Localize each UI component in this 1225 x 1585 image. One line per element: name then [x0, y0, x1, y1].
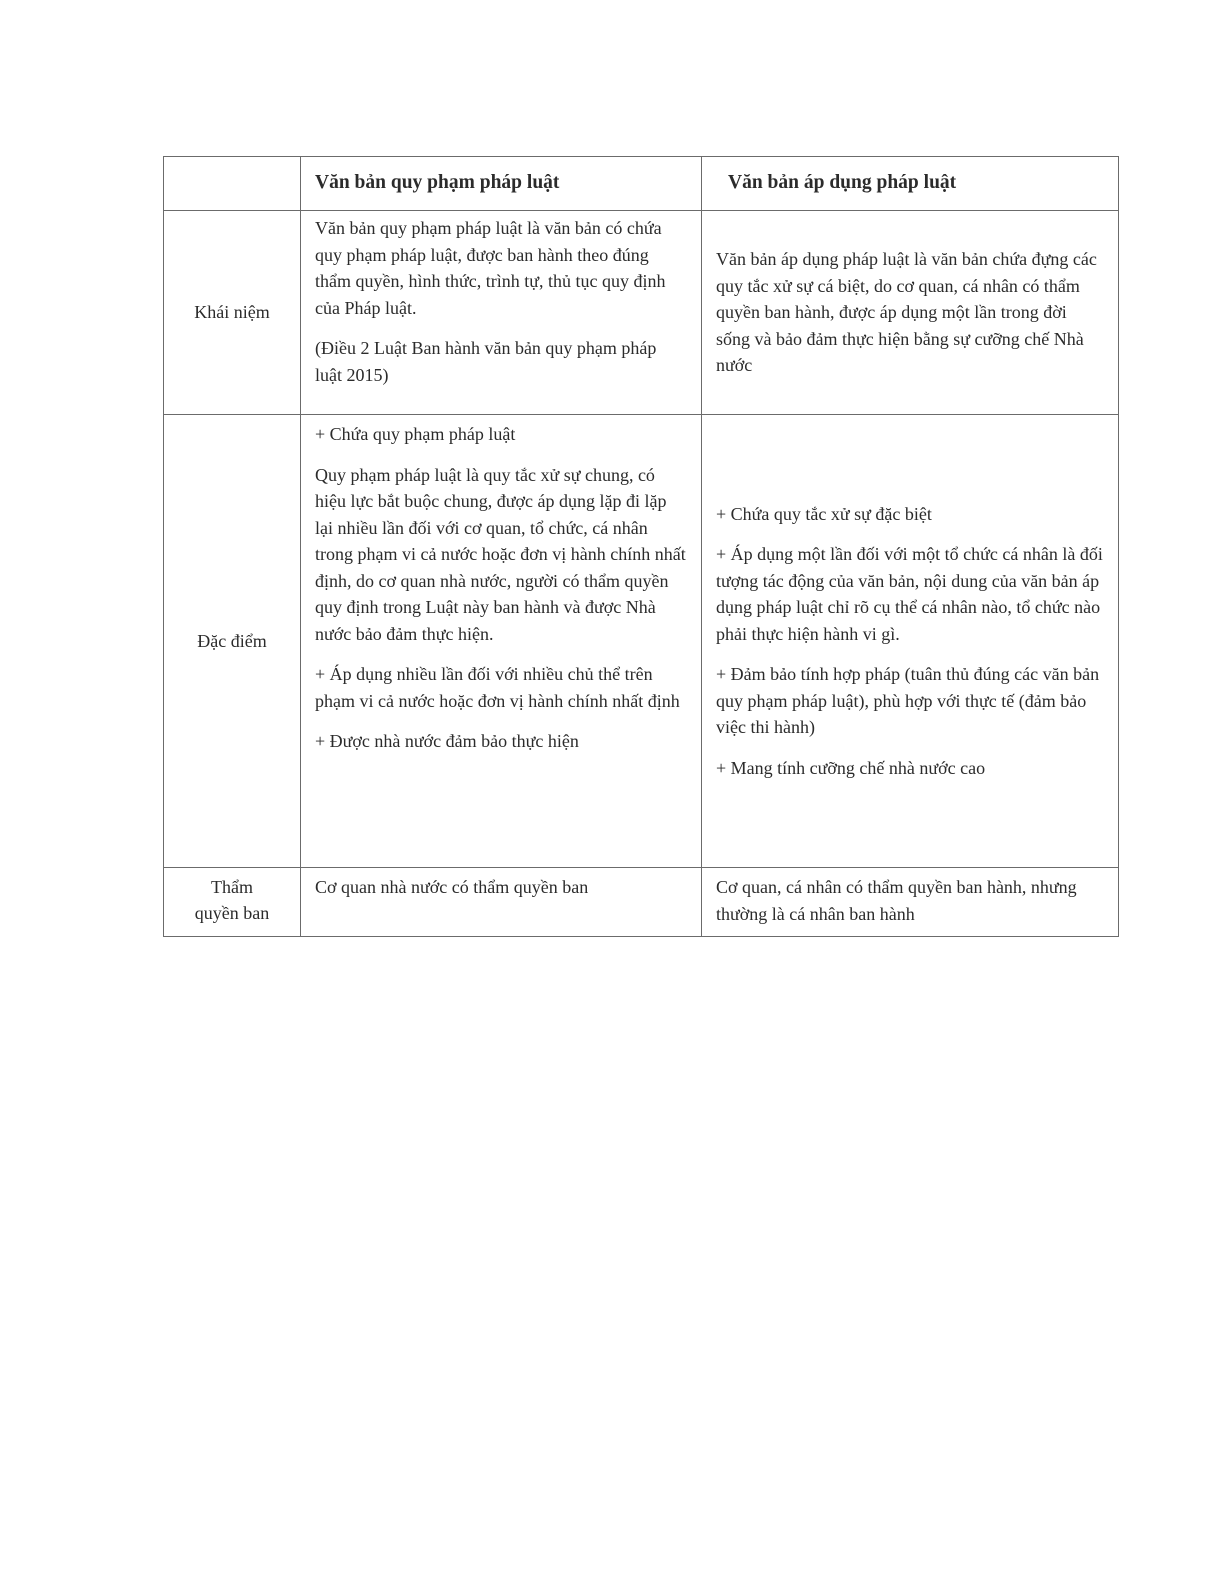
- concept-application-definition: Văn bản áp dụng pháp luật là văn bản chứa đựng các quy tắc xử sự cá biệt, do cơ quan, cá nhân có thẩm quyền ban hành, được áp dụng một lần trong đời sống và bảo đảm thực hiện bằng sự cưỡng chế Nhà nước: [716, 249, 1097, 376]
- authority-application-text: Cơ quan, cá nhân có thẩm quyền ban hành, nhưng thường là cá nhân ban hành: [716, 877, 1077, 924]
- concept-application-cell: [702, 211, 1119, 415]
- table-header-row: [164, 157, 1119, 211]
- concept-normative-definition: Văn bản quy phạm pháp luật là văn bản có chứa quy phạm pháp luật, được ban hành theo đúng thẩm quyền, hình thức, trình tự, thủ tục quy định của Pháp luật.: [315, 218, 666, 318]
- concept-normative-citation: (Điều 2 Luật Ban hành văn bản quy phạm pháp luật 2015): [315, 338, 657, 385]
- header-legal-normative-documents: Văn bản quy phạm pháp luật: [301, 157, 702, 211]
- features-normative-cell: [301, 415, 702, 868]
- authority-normative-text: Cơ quan nhà nước có thẩm quyền ban: [315, 877, 589, 897]
- authority-normative-cell: [301, 868, 702, 937]
- concept-normative-cell: [301, 211, 702, 415]
- header-blank-cell: [164, 157, 301, 211]
- row-label-authority-line2: quyền ban: [194, 903, 270, 923]
- comparison-table: [163, 156, 1119, 937]
- features-application-item: + Áp dụng một lần đối với một tổ chức cá nhân là đối tượng tác động của văn bản, nội dung của văn bản áp dụng pháp luật chỉ rõ cụ thể cá nhân nào, tổ chức nào phải thực hiện hành vi gì.: [716, 544, 1103, 644]
- features-normative-item: + Chứa quy phạm pháp luật: [315, 424, 516, 444]
- row-label-features: Đặc điểm: [164, 415, 301, 868]
- features-application-item: + Mang tính cưỡng chế nhà nước cao: [716, 757, 986, 778]
- features-application-cell: [702, 415, 1119, 868]
- features-application-item: + Đảm bảo tính hợp pháp (tuân thủ đúng các văn bản quy phạm pháp luật), phù hợp với thực tế (đảm bảo việc thi hành): [716, 664, 1100, 738]
- row-label-authority: [164, 868, 301, 937]
- row-label-concept: Khái niệm: [164, 211, 301, 415]
- features-normative-item: Quy phạm pháp luật là quy tắc xử sự chung, có hiệu lực bắt buộc chung, được áp dụng lặp đi lặp lại nhiều lần đối với cơ quan, tổ chức, cá nhân trong phạm vi cả nước hoặc đơn vị hành chính nhất định, do cơ quan nhà nước, người có thẩm quyền quy định trong Luật này ban hành và được Nhà nước bảo đảm thực hiện.: [315, 464, 686, 644]
- table-row-features: [164, 415, 1119, 868]
- features-normative-item: + Áp dụng nhiều lần đối với nhiều chủ thể trên phạm vi cả nước hoặc đơn vị hành chính nhất định: [315, 664, 680, 711]
- features-application-item: + Chứa quy tắc xử sự đặc biệt: [716, 503, 932, 524]
- header-law-application-documents: Văn bản áp dụng pháp luật: [702, 157, 1119, 211]
- features-normative-item: + Được nhà nước đảm bảo thực hiện: [315, 731, 579, 751]
- authority-application-cell: [702, 868, 1119, 937]
- row-label-authority-line1: Thẩm: [211, 877, 253, 897]
- table-row-authority: [164, 868, 1119, 937]
- table-row-concept: [164, 211, 1119, 415]
